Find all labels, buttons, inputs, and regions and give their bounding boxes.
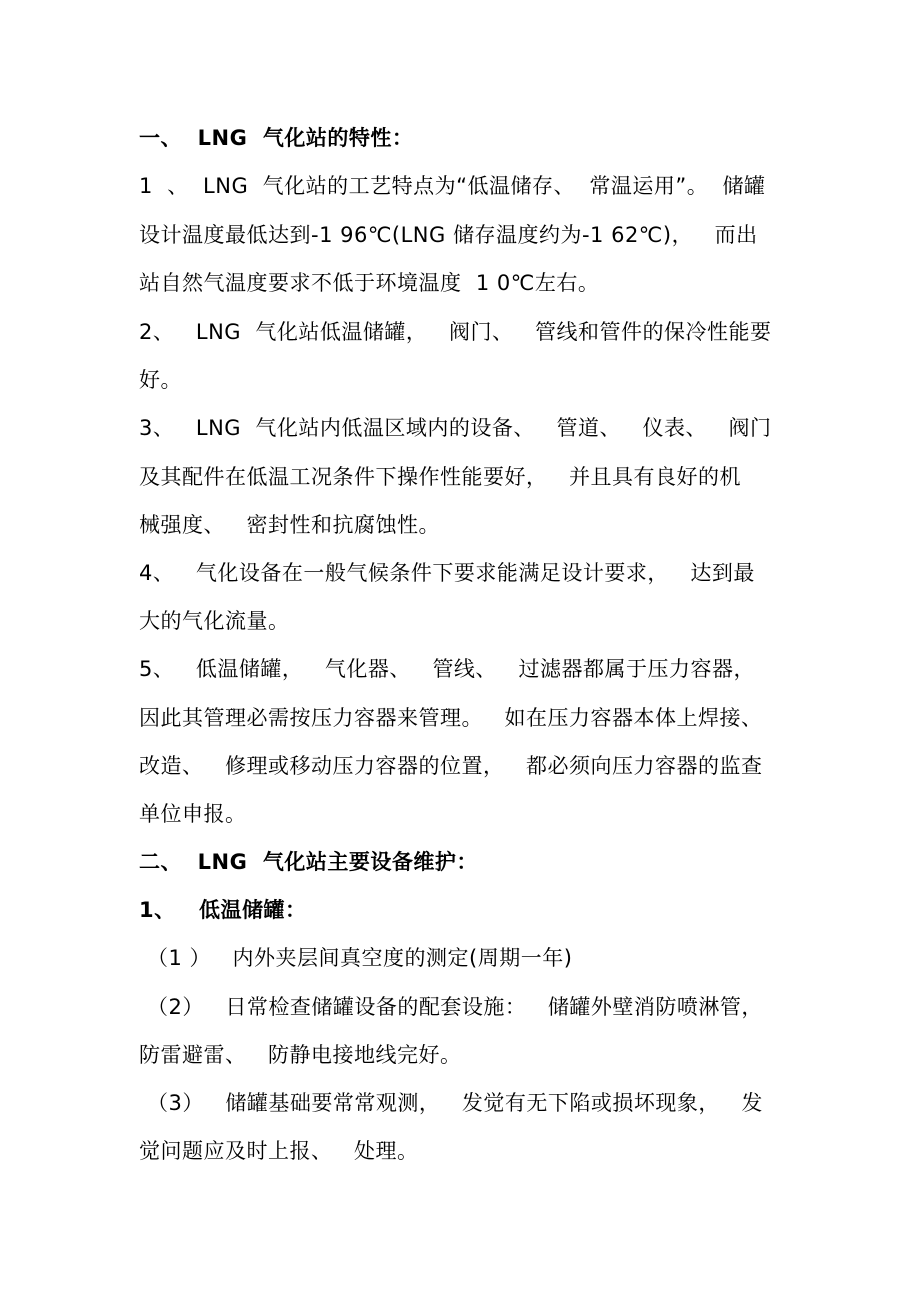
paragraph-line: 觉问题应及时上报、 处理。 bbox=[139, 1139, 419, 1163]
paragraph-line: 单位申报。 bbox=[139, 802, 247, 826]
section-heading-2: 二、 LNG 气化站主要设备维护： bbox=[139, 850, 478, 874]
paragraph-line: 1 、 LNG 气化站的工艺特点为“低温储存、 常温运用”。 储罐 bbox=[139, 174, 766, 198]
paragraph-line: 站自然气温度要求不低于环境温度 1 0℃左右。 bbox=[139, 271, 600, 295]
paragraph-line: 因此其管理必需按压力容器来管理。 如在压力容器本体上焊接、 bbox=[139, 706, 763, 730]
paragraph-line: 械强度、 密封性和抗腐蚀性。 bbox=[139, 513, 441, 537]
paragraph-line: 设计温度最低达到-1 96℃(LNG 储存温度约为-1 62℃)， 而出 bbox=[139, 223, 758, 247]
paragraph-line: 改造、 修理或移动压力容器的位置， 都必须向压力容器的监查 bbox=[139, 754, 763, 778]
subsection-heading: 1、 低温储罐： bbox=[139, 898, 307, 922]
paragraph-line: 2、 LNG 气化站低温储罐， 阀门、 管线和管件的保冷性能要 bbox=[139, 320, 772, 344]
list-item-line: （1 ） 内外夹层间真空度的测定(周期一年) bbox=[147, 946, 573, 970]
paragraph-line: 及其配件在低温工况条件下操作性能要好， 并且具有良好的机 bbox=[139, 465, 742, 489]
paragraph-line: 防雷避雷、 防静电接地线完好。 bbox=[139, 1043, 462, 1067]
list-item-line: （2） 日常检查储罐设备的配套设施： 储罐外壁消防喷淋管， bbox=[147, 995, 763, 1019]
paragraph-line: 4、 气化设备在一般气候条件下要求能满足设计要求， 达到最 bbox=[139, 561, 755, 585]
paragraph-line: 3、 LNG 气化站内低温区域内的设备、 管道、 仪表、 阀门 bbox=[139, 416, 772, 440]
paragraph-line: 5、 低温储罐， 气化器、 管线、 过滤器都属于压力容器， bbox=[139, 657, 755, 681]
paragraph-line: 好。 bbox=[139, 368, 182, 392]
section-heading-1: 一、 LNG 气化站的特性： bbox=[139, 126, 414, 150]
paragraph-line: 大的气化流量。 bbox=[139, 609, 290, 633]
list-item-line: （3） 储罐基础要常常观测， 发觉有无下陷或损坏现象， 发 bbox=[147, 1091, 763, 1115]
